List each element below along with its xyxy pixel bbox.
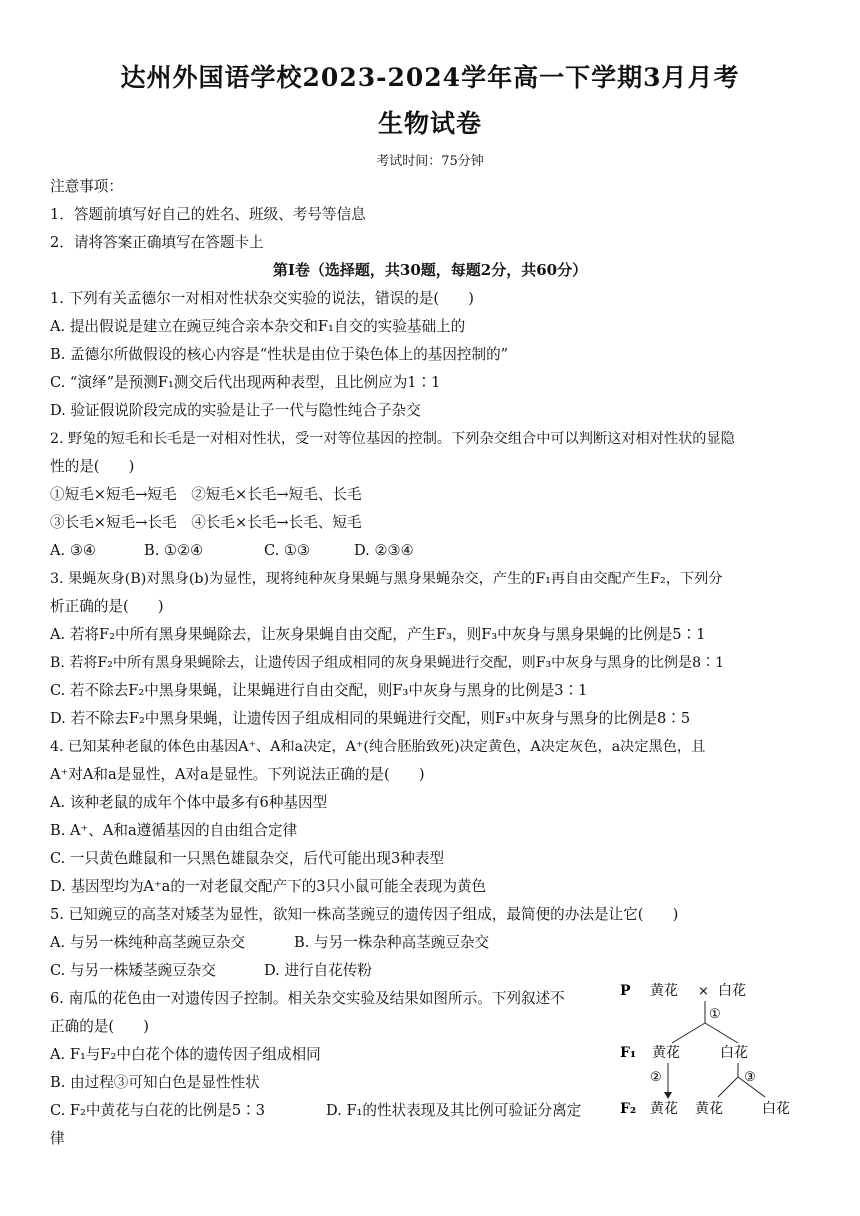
notice-item-1: 1．答题前填写好自己的姓名、班级、考号等信息 bbox=[50, 206, 366, 223]
q2-cross-row1: ①短毛×短毛→短毛 ②短毛×长毛→短毛、长毛 bbox=[50, 486, 362, 503]
notice-heading: 注意事项： bbox=[50, 178, 123, 195]
q2-stem-line2: 性的是( ) bbox=[50, 458, 135, 475]
diagram-f2-yellow-1: 黄花 bbox=[650, 1101, 678, 1117]
exam-title: 达州外国语学校2023-2024学年高一下学期3月月考 bbox=[120, 63, 740, 92]
q4-stem-line1: 4. 已知某种老鼠的体色由基因A⁺、A和a决定，A⁺(纯合胚胎致死)决定黄色，A决定灰色，a决定黑色，且 bbox=[50, 739, 706, 755]
q5-option-b: B. 与另一株杂种高茎豌豆杂交 bbox=[294, 934, 490, 951]
q3-option-b: B. 若将F₂中所有黑身果蝇除去，让遗传因子组成相同的灰身果蝇进行交配，则F₃中灰身与黑身的比例是8∶1 bbox=[50, 655, 725, 671]
diagram-f1-label: F₁ bbox=[620, 1045, 637, 1061]
diagram-f2-white: 白花 bbox=[762, 1101, 790, 1117]
q1-option-a: A. 提出假说是建立在豌豆纯合亲本杂交和F₁自交的实验基础上的 bbox=[50, 318, 466, 335]
q2-options bbox=[50, 540, 820, 562]
diagram-arrowhead-2 bbox=[664, 1092, 672, 1099]
diagram-branch-right bbox=[705, 1023, 738, 1043]
q3-option-c: C. 若不除去F₂中黑身果蝇，让果蝇进行自由交配，则F₃中灰身与黑身的比例是3∶1 bbox=[50, 682, 588, 699]
diagram-step-1: ① bbox=[709, 1007, 721, 1022]
diagram-f1-white: 白花 bbox=[720, 1045, 748, 1061]
q4-option-b: B. A⁺、A和a遵循基因的自由组合定律 bbox=[50, 822, 298, 839]
q6-option-c: C. F₂中黄花与白花的比例是5∶3 bbox=[50, 1102, 266, 1119]
diagram-p-yellow: 黄花 bbox=[650, 983, 678, 999]
q1-option-d: D. 验证假说阶段完成的实验是让子一代与隐性纯合子杂交 bbox=[50, 402, 421, 419]
notice-item-2: 2．请将答案正确填写在答题卡上 bbox=[50, 234, 264, 251]
q2-option-c: C. ①③ bbox=[264, 542, 311, 559]
q6-stem-line1: 6. 南瓜的花色由一对遗传因子控制。相关杂交实验及结果如图所示。下列叙述不 bbox=[50, 990, 565, 1007]
q3-stem-line2: 析正确的是( ) bbox=[50, 598, 164, 615]
q5-option-d: D. 进行自花传粉 bbox=[264, 962, 373, 979]
q6-option-b: B. 由过程③可知白色是显性性状 bbox=[50, 1074, 260, 1091]
q5-stem: 5. 已知豌豆的高茎对矮茎为显性，欲知一株高茎豌豆的遗传因子组成，最简便的办法是让它( ) bbox=[50, 906, 679, 923]
diagram-step-3: ③ bbox=[744, 1070, 756, 1085]
q6-options-row bbox=[50, 1100, 610, 1122]
cross-diagram bbox=[610, 975, 810, 1130]
q5-options-row1 bbox=[50, 932, 820, 954]
diagram-p-label: P bbox=[620, 983, 631, 999]
diagram-p-white: 白花 bbox=[718, 983, 746, 999]
q6-option-d: D. F₁的性状表现及其比例可验证分离定 bbox=[326, 1102, 582, 1119]
diagram-cross-sign: × bbox=[698, 984, 709, 999]
q4-option-c: C. 一只黄色雌鼠和一只黑色雄鼠杂交，后代可能出现3种表型 bbox=[50, 850, 445, 867]
section-heading: 第Ⅰ卷（选择题，共30题，每题2分，共60分） bbox=[272, 261, 588, 279]
q1-option-c: C. “演绎”是预测F₁测交后代出现两种表型，且比例应为1∶1 bbox=[50, 374, 441, 391]
q2-option-b: B. ①②④ bbox=[144, 542, 204, 559]
q4-option-a: A. 该种老鼠的成年个体中最多有6种基因型 bbox=[50, 794, 328, 811]
exam-subtitle: 生物试卷 bbox=[377, 109, 482, 138]
q3-option-a: A. 若将F₂中所有黑身果蝇除去，让灰身果蝇自由交配，产生F₃，则F₃中灰身与黑身果蝇的比例是5∶1 bbox=[50, 626, 706, 643]
q4-option-d: D. 基因型均为A⁺a的一对老鼠交配产下的3只小鼠可能全表现为黄色 bbox=[50, 878, 487, 895]
diagram-f1-yellow: 黄花 bbox=[652, 1045, 680, 1061]
q2-stem-line1: 2. 野兔的短毛和长毛是一对相对性状，受一对等位基因的控制。下列杂交组合中可以判断这对相对性状的显隐 bbox=[50, 431, 735, 447]
q3-stem-line1: 3. 果蝇灰身(B)对黑身(b)为显性，现将纯种灰身果蝇与黑身果蝇杂交，产生的F₁再自由交配产生F₂，下列分 bbox=[50, 571, 723, 587]
diagram-branch-left bbox=[672, 1023, 705, 1043]
q6-option-a: A. F₁与F₂中白花个体的遗传因子组成相同 bbox=[50, 1046, 321, 1063]
q2-option-d: D. ②③④ bbox=[354, 542, 414, 559]
q5-option-c: C. 与另一株矮茎豌豆杂交 bbox=[50, 962, 216, 979]
q1-stem: 1. 下列有关孟德尔一对相对性状杂交实验的说法，错误的是( ) bbox=[50, 290, 474, 307]
q6-stem-line2: 正确的是( ) bbox=[50, 1018, 149, 1035]
q5-option-a: A. 与另一株纯种高茎豌豆杂交 bbox=[50, 934, 245, 951]
q1-option-b: B. 孟德尔所做假设的核心内容是“性状是由位于染色体上的基因控制的” bbox=[50, 346, 509, 363]
q2-option-a: A. ③④ bbox=[50, 542, 96, 559]
q3-option-d: D. 若不除去F₂中黑身果蝇，让遗传因子组成相同的果蝇进行交配，则F₃中灰身与黑身的比例是8∶5 bbox=[50, 710, 691, 727]
diagram-step-2: ② bbox=[650, 1070, 662, 1085]
diagram-f2-yellow-2: 黄花 bbox=[695, 1101, 723, 1117]
diagram-branch-3-left bbox=[718, 1077, 738, 1097]
exam-time: 考试时间：75分钟 bbox=[376, 154, 484, 169]
q4-stem-line2: A⁺对A和a是显性，A对a是显性。下列说法正确的是( ) bbox=[50, 766, 425, 783]
q2-cross-row2: ③长毛×短毛→长毛 ④长毛×长毛→长毛、短毛 bbox=[50, 514, 362, 531]
diagram-f2-label: F₂ bbox=[620, 1101, 637, 1117]
q6-option-d-continued: 律 bbox=[50, 1130, 65, 1147]
